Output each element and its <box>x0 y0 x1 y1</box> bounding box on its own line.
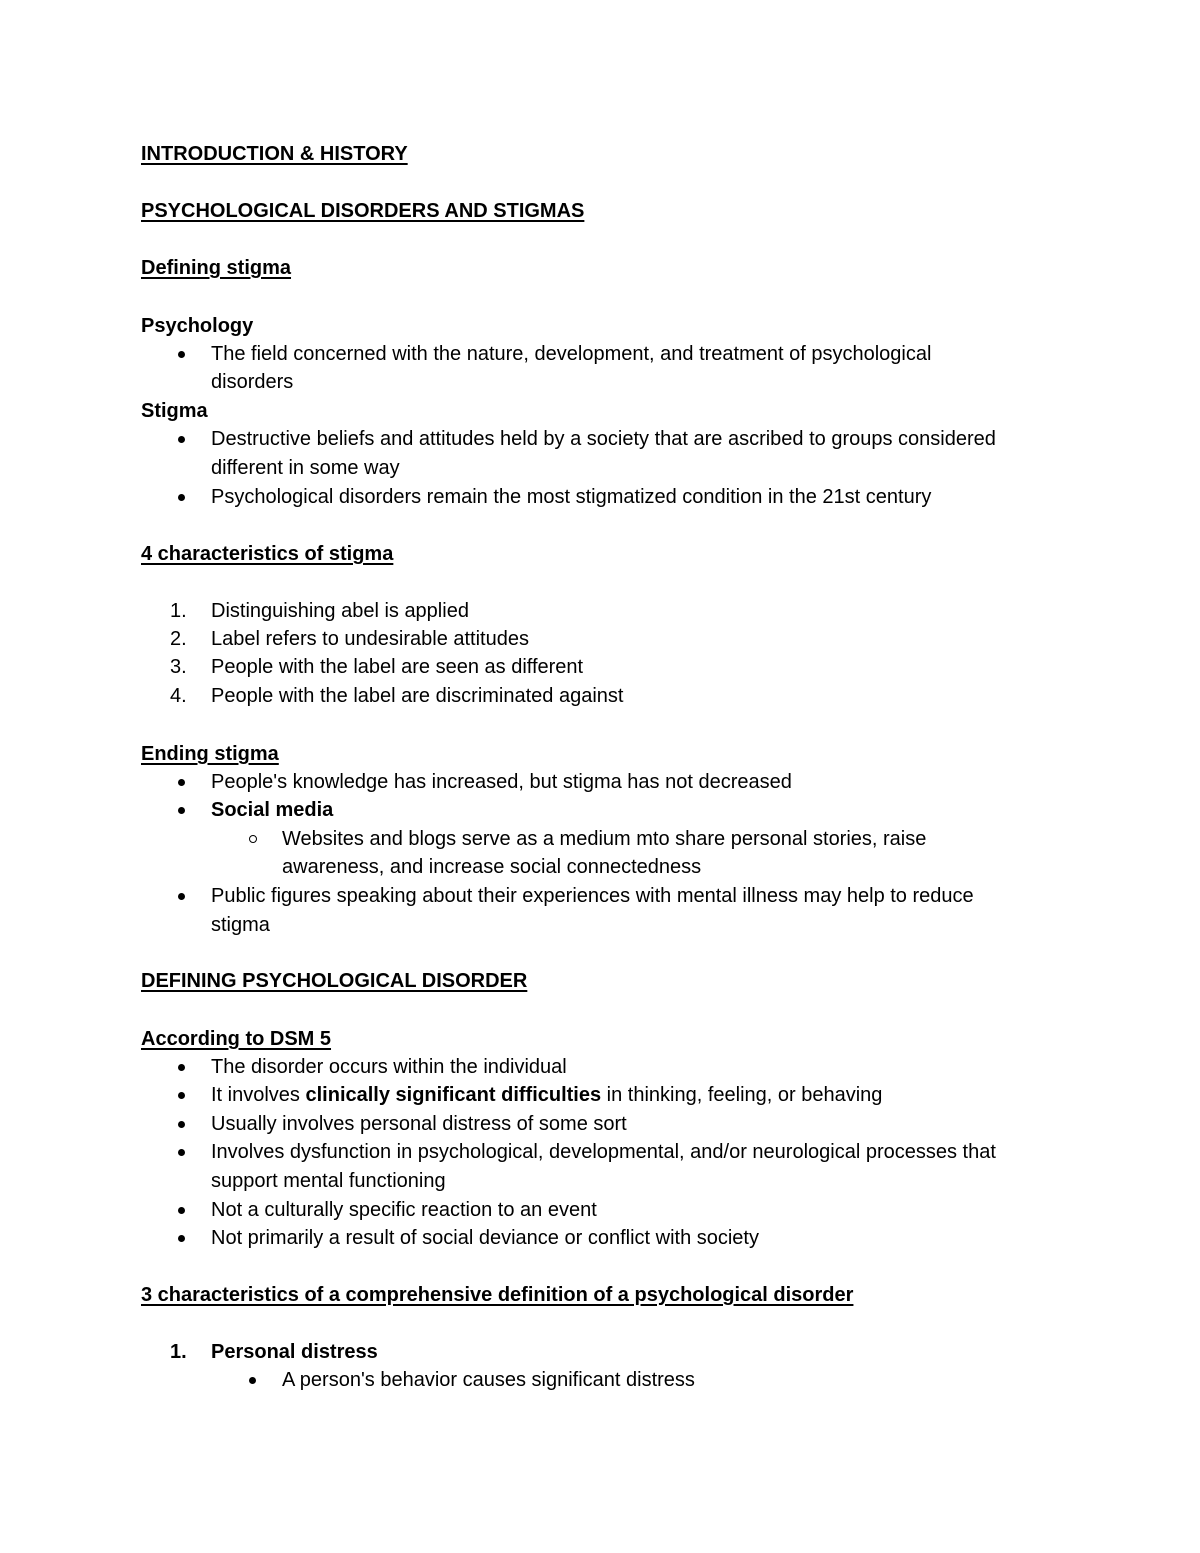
list-item-text: It involves <box>211 1084 306 1106</box>
bullet-icon <box>178 1064 185 1071</box>
list-item: The field concerned with the nature, development, and treatment of psychological <box>211 343 932 365</box>
bullet-icon <box>178 1121 185 1128</box>
heading-three-characteristics: 3 characteristics of a comprehensive definition of a psychological disorder <box>141 1284 854 1306</box>
list-number: 1. <box>170 600 187 622</box>
bullet-icon <box>178 1235 185 1242</box>
list-number: 2. <box>170 628 187 650</box>
bullet-icon <box>249 1377 256 1384</box>
list-number: 3. <box>170 656 187 678</box>
bullet-icon <box>178 1092 185 1099</box>
list-item-continuation: support mental functioning <box>211 1170 446 1192</box>
list-item: Label refers to undesirable attitudes <box>211 628 529 650</box>
bullet-icon <box>178 494 185 501</box>
heading-defining-disorder: DEFINING PSYCHOLOGICAL DISORDER <box>141 970 528 992</box>
list-item: Destructive beliefs and attitudes held by a society that are ascribed to groups considered <box>211 428 996 450</box>
list-item: Social media <box>211 799 334 821</box>
hollow-bullet-icon <box>249 835 257 843</box>
sub-list-item: Websites and blogs serve as a medium mto share personal stories, raise <box>282 828 927 850</box>
list-item-text: in thinking, feeling, or behaving <box>601 1084 883 1106</box>
heading-intro-history: INTRODUCTION & HISTORY <box>141 143 408 165</box>
list-item: People's knowledge has increased, but stigma has not decreased <box>211 771 792 793</box>
bullet-icon <box>178 893 185 900</box>
heading-disorders-stigmas: PSYCHOLOGICAL DISORDERS AND STIGMAS <box>141 200 585 222</box>
sub-list-item: A person's behavior causes significant distress <box>282 1369 695 1391</box>
list-item: Not primarily a result of social deviance or conflict with society <box>211 1227 759 1249</box>
bullet-icon <box>178 351 185 358</box>
bullet-icon <box>178 807 185 814</box>
list-item: People with the label are discriminated against <box>211 685 624 707</box>
list-item: The disorder occurs within the individual <box>211 1056 567 1078</box>
term-psychology: Psychology <box>141 315 254 337</box>
list-item-continuation: disorders <box>211 371 294 393</box>
list-item: Distinguishing abel is applied <box>211 600 469 622</box>
heading-ending-stigma: Ending stigma <box>141 743 279 765</box>
list-item: Involves dysfunction in psychological, developmental, and/or neurological processes that <box>211 1141 996 1163</box>
list-item-continuation: stigma <box>211 914 270 936</box>
bullet-icon <box>178 1207 185 1214</box>
list-item: Usually involves personal distress of some sort <box>211 1113 627 1135</box>
list-item-continuation: different in some way <box>211 457 400 479</box>
bullet-icon <box>178 436 185 443</box>
list-item-bold-text: clinically significant difficulties <box>305 1084 602 1106</box>
bullet-icon <box>178 1149 185 1156</box>
list-item: Psychological disorders remain the most stigmatized condition in the 21st century <box>211 486 932 508</box>
sub-list-item-continuation: awareness, and increase social connectedness <box>282 856 702 878</box>
heading-dsm5: According to DSM 5 <box>141 1028 332 1050</box>
list-item: People with the label are seen as different <box>211 656 584 678</box>
list-item <box>211 1081 882 1109</box>
list-item: Public figures speaking about their experiences with mental illness may help to reduce <box>211 885 974 907</box>
list-number: 1. <box>170 1341 187 1363</box>
list-item: Not a culturally specific reaction to an event <box>211 1199 597 1221</box>
bullet-icon <box>178 779 185 786</box>
list-item: Personal distress <box>211 1341 378 1363</box>
heading-defining-stigma: Defining stigma <box>141 257 292 279</box>
term-stigma: Stigma <box>141 400 208 422</box>
list-number: 4. <box>170 685 187 707</box>
heading-four-characteristics: 4 characteristics of stigma <box>141 543 394 565</box>
